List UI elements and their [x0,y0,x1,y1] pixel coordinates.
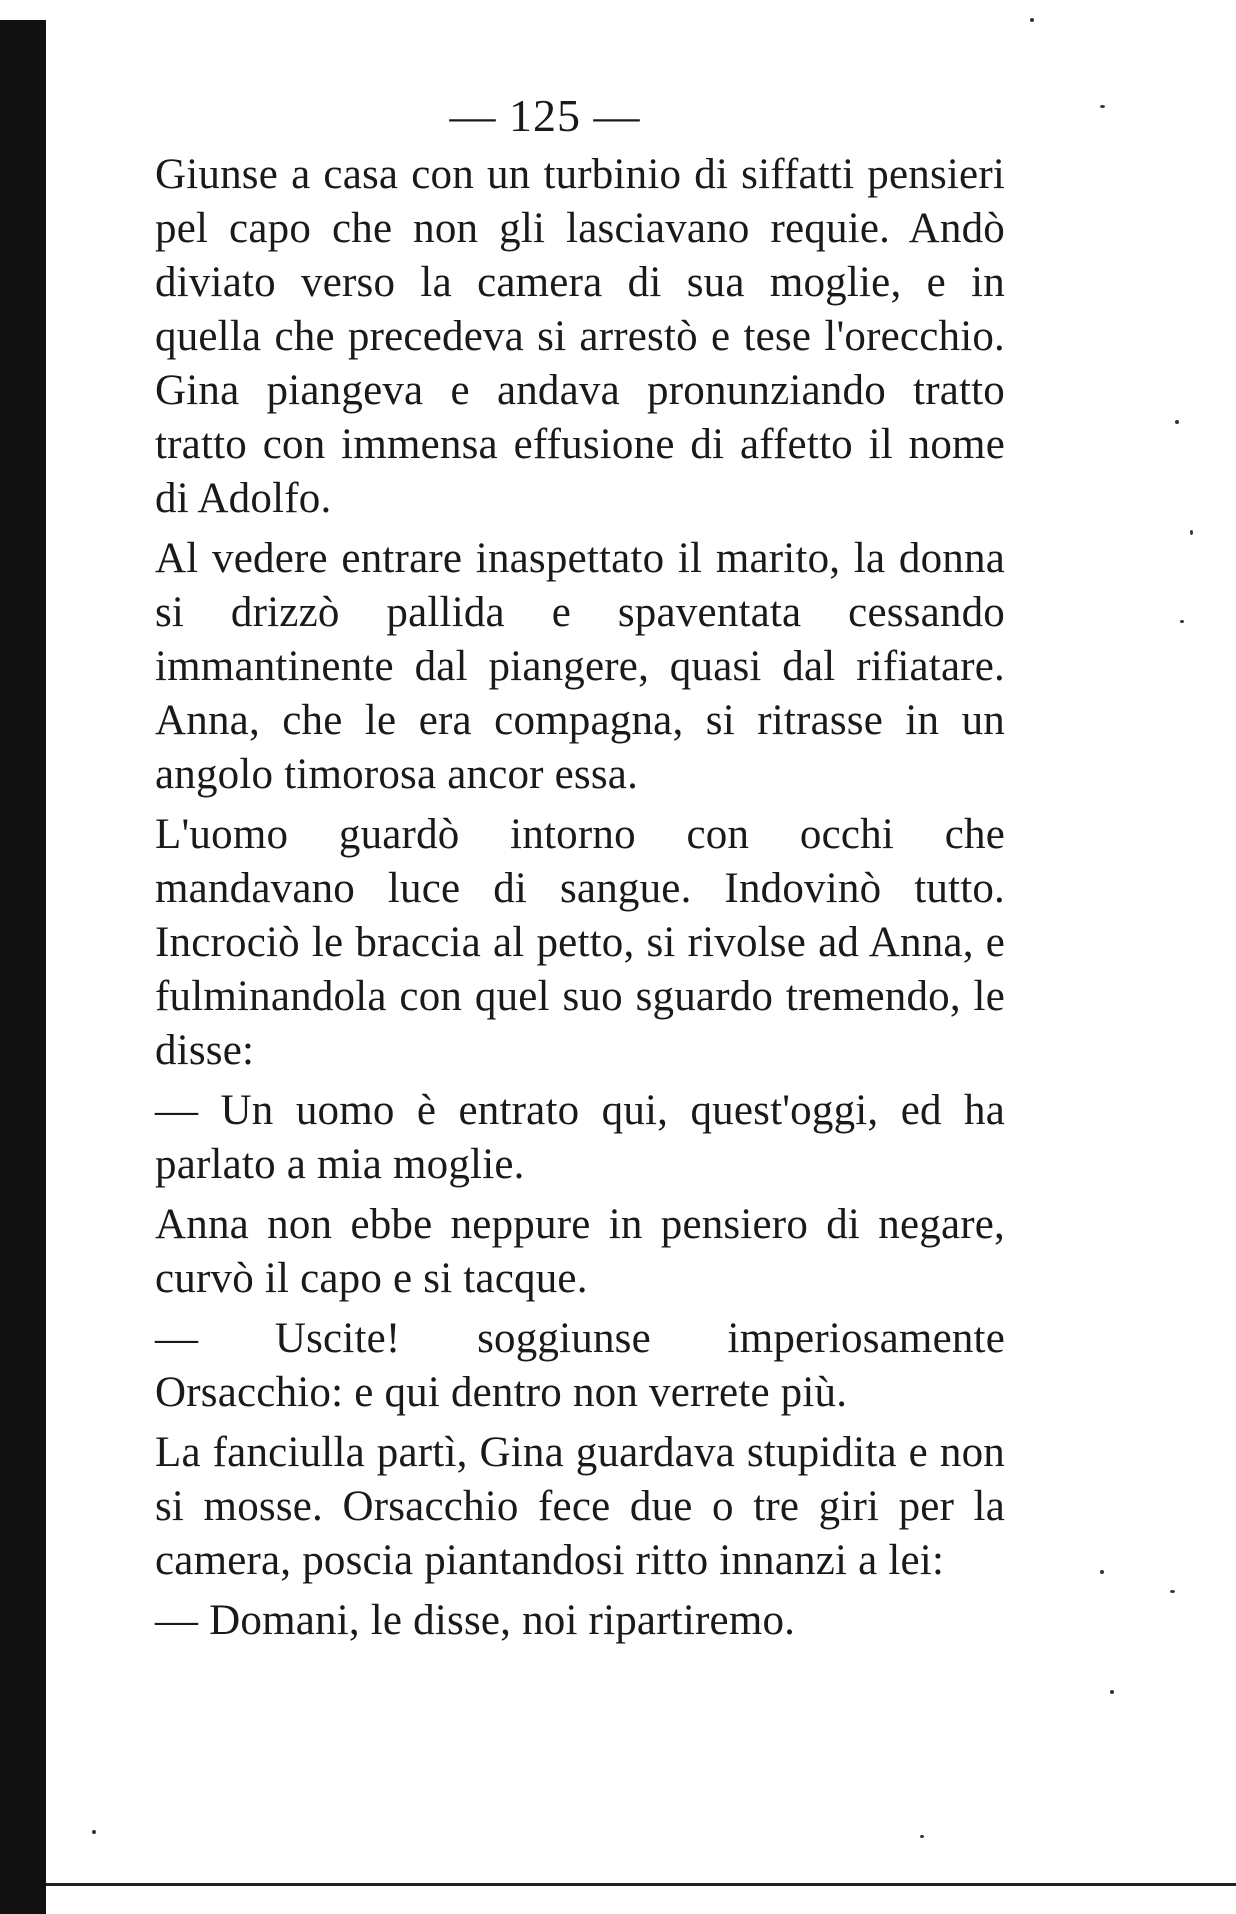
scan-speck [1100,1570,1104,1574]
page-number: — 125 — [449,90,641,141]
scan-speck [1170,1590,1175,1593]
paragraph-7: La fanciulla partì, Gina guardava stupidita e non si mosse. Orsacchio fece due o tre giri per la camera, poscia piantandosi ritto innanzi a lei: [155,1429,1005,1584]
paragraph-5: Anna non ebbe neppure in pensiero di negare, curvò il capo e si tacque. [155,1201,1005,1302]
book-page [155,90,1005,1654]
scan-speck [1030,18,1034,22]
paragraph-2: Al vedere entrare inaspettato il marito, la donna si drizzò pallida e spaventata cessando immantinente dal piangere, quasi dal rifiatare. Anna, che le era compagna, si ritrasse in un angolo timorosa ancor essa. [155,535,1005,798]
paragraph-6: — Uscite! soggiunse imperiosamente Orsacchio: e qui dentro non verrete più. [155,1315,1005,1416]
paragraph-1: Giunse a casa con un turbinio di siffatti pensieri pel capo che non gli lasciavano requie. Andò diviato verso la camera di sua moglie, e in quella che precedeva si arrestò e tese l'orecchio. Gina piangeva e andava pronunziando tratto tratto con immensa effusione di affetto il nome di Adolfo. [155,151,1005,522]
scan-speck [1190,530,1193,535]
scan-speck [1110,1690,1114,1694]
paragraph-8: — Domani, le disse, noi ripartiremo. [155,1597,796,1644]
scan-speck [1100,105,1105,108]
scan-speck [920,1835,924,1838]
scan-speck [1180,620,1184,623]
scan-speck [1175,420,1179,424]
scan-speck [92,1830,96,1834]
paragraph-4: — Un uomo è entrato qui, quest'oggi, ed ha parlato a mia moglie. [155,1087,1005,1188]
paragraph-3: L'uomo guardò intorno con occhi che mandavano luce di sangue. Indovinò tutto. Incrociò le braccia al petto, si rivolse ad Anna, e fulminandola con quel suo sguardo tremendo, le disse: [155,811,1005,1074]
page-bottom-edge [46,1883,1236,1886]
book-spine-shadow [0,20,46,1914]
